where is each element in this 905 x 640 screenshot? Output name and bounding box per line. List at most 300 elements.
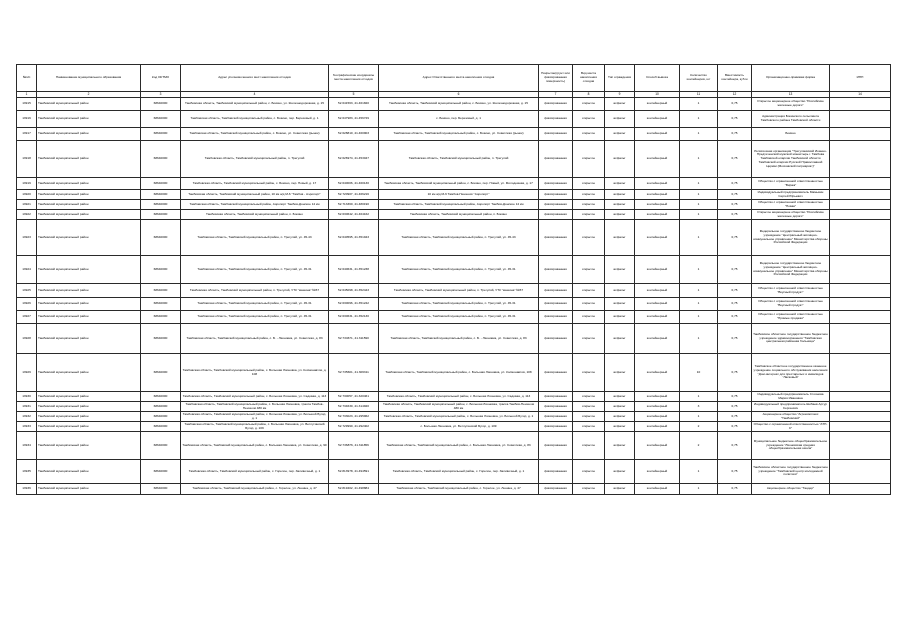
cell-kind: открытое (573, 220, 605, 256)
cell-addr: Тамбовская область, Тамбовский муниципальный район, п. Трегуляй, УТК "машина" №57 (181, 284, 329, 298)
cell-coords: 52.628810, 41.460903 (329, 128, 379, 141)
table-row (17, 284, 891, 298)
cell-owner: Открытое акционерное общество "Российские железные дороги" (752, 210, 830, 220)
cell-vol: 0,75 (718, 220, 752, 256)
column-header: ИНН (830, 65, 891, 92)
cell-fence: асфальт (605, 190, 635, 200)
cell-inn (830, 178, 891, 190)
cell-vol: 0,75 (718, 98, 752, 111)
cell-method: контейнерный (635, 141, 680, 178)
cell-id: 13915 (17, 98, 37, 111)
cell-kind: открытое (573, 298, 605, 311)
cell-id: 13927 (17, 311, 37, 324)
cell-kind: открытое (573, 141, 605, 178)
cell-count: 1 (680, 324, 718, 354)
cell-surf: фиксированная (539, 460, 573, 484)
cell-oktmo: 68640000 (141, 200, 181, 210)
column-header: Количество контейнеров, шт (680, 65, 718, 92)
cell-oktmo: 68640000 (141, 412, 181, 422)
cell-fence: асфальт (605, 141, 635, 178)
cell-addr: Тамбовская область, Тамбовский муниципальный район, с. Бокино, ул. Советская (рынок) (181, 128, 329, 141)
cell-oktmo: 68640000 (141, 432, 181, 460)
cell-owner: Администрация Бокинского сельсовета Тамбовского района Тамбовской области (752, 111, 830, 128)
cell-method: контейнерный (635, 422, 680, 432)
cell-addr2: Тамбовская область, Тамбовский муниципальный район, п. Бокино (379, 210, 539, 220)
cell-vol: 0,75 (718, 354, 752, 392)
cell-fence: асфальт (605, 324, 635, 354)
cell-vol: 0,75 (718, 324, 752, 354)
cell-addr2: Тамбовская область, Тамбовский муниципальный район, с. Большая Ляоновка, ул. Садовая, д. 113 (379, 392, 539, 402)
cell-oktmo: 68640000 (141, 220, 181, 256)
cell-mo: Тамбовский муниципальный район (37, 298, 141, 311)
table-row (17, 484, 891, 495)
cell-fence: асфальт (605, 298, 635, 311)
cell-addr: Тамбовская область, Тамбовский муниципальный район, с. Горелое, пер. Заливочный, д. 1 (181, 460, 329, 484)
cell-inn (830, 220, 891, 256)
cell-coords: 52.640631, 41.351238 (329, 256, 379, 284)
cell-kind: открытое (573, 460, 605, 484)
column-number: 2 (37, 92, 141, 98)
cell-surf: фиксированная (539, 200, 573, 210)
table-row (17, 422, 891, 432)
cell-addr2: Тамбовская область, Тамбовский муниципальный район, п. Трегуляй, ул. 45-31 (379, 311, 539, 324)
cell-surf: фиксированная (539, 402, 573, 412)
cell-addr: Тамбовская область, Тамбовский муниципальный район, с. Б. - Ляоновка, ул. Советская, д. 83 (181, 324, 329, 354)
cell-coords: 52.734630, 41.314920 (329, 402, 379, 412)
cell-addr2: 10 км а/д М-6 Тамбов-Пензенск "Аэропорт" (379, 190, 539, 200)
cell-addr: Тамбовская область, Тамбовский муниципальный район, п. Трегуляй, ул. 45-31 (181, 256, 329, 284)
cell-fence: асфальт (605, 432, 635, 460)
cell-id: 13928 (17, 324, 37, 354)
cell-kind: открытое (573, 311, 605, 324)
cell-mo: Тамбовский муниципальный район (37, 128, 141, 141)
cell-kind: открытое (573, 190, 605, 200)
cell-owner: Акционерное общество "Тандер" (752, 484, 830, 495)
cell-kind: открытое (573, 324, 605, 354)
cell-vol: 0,75 (718, 178, 752, 190)
cell-fence: асфальт (605, 200, 635, 210)
cell-addr: Тамбовская область, Тамбовский муниципальный район, п. Трегуляй, ул. 45-31 (181, 298, 329, 311)
cell-coords: 52.736876, 41.311856 (329, 432, 379, 460)
table-row (17, 256, 891, 284)
cell-method: контейнерный (635, 178, 680, 190)
cell-surf: фиксированная (539, 392, 573, 402)
cell-owner: Федеральное государственное бюджетное учреждение "Центральный жилищно-коммунальное управление" Министерства обороны Российской Федерации (752, 220, 830, 256)
column-number: 13 (752, 92, 830, 98)
cell-kind: открытое (573, 422, 605, 432)
cell-owner: Общество с ограниченной ответственностью "Новая" (752, 200, 830, 210)
cell-addr2: Тамбовская область, Тамбовский муниципальный район, с. Большая Ляоновка, ул. Большой Бугор, д. 1 (379, 412, 539, 422)
cell-vol: 0,75 (718, 392, 752, 402)
table-row (17, 298, 891, 311)
cell-owner: Индивидуальный предприниматель Шибаев Артур Сергеевич (752, 402, 830, 412)
cell-oktmo: 68640000 (141, 354, 181, 392)
cell-oktmo: 68640000 (141, 256, 181, 284)
cell-id: 13921 (17, 200, 37, 210)
cell-id: 13930 (17, 392, 37, 402)
table-row (17, 432, 891, 460)
cell-vol: 0,75 (718, 200, 752, 210)
cell-inn (830, 484, 891, 495)
column-number: 3 (141, 92, 181, 98)
cell-id: 13925 (17, 284, 37, 298)
cell-count: 1 (680, 141, 718, 178)
cell-mo: Тамбовский муниципальный район (37, 484, 141, 495)
cell-id: 13929 (17, 354, 37, 392)
cell-inn (830, 128, 891, 141)
cell-fence: асфальт (605, 284, 635, 298)
cell-count: 1 (680, 484, 718, 495)
column-number: 11 (680, 92, 718, 98)
cell-count: 1 (680, 256, 718, 284)
cell-addr: Тамбовская область, Тамбовский муниципальный район, п. Трегуляй, ул. 45-43 (181, 220, 329, 256)
cell-addr2: Тамбовская область, Тамбовский муниципальный район, п. Трегуляй, ул. 45-31 (379, 298, 539, 311)
cell-addr: Тамбовская область, Тамбовский муниципальный район, с. Большая Ляоновка, ул. Советская, д. 90 (181, 432, 329, 460)
cell-addr2: Тамбовская область, Тамбовский муниципальный район, с. Большая Ляоновка, ул. Космонавтов, 108 (379, 354, 539, 392)
cell-method: контейнерный (635, 311, 680, 324)
cell-addr: Тамбовская область, Тамбовский муниципальный район, Аэропорт Тамбов-Донское 12 км (181, 200, 329, 210)
registry-table (16, 64, 891, 495)
cell-owner: Индивидуальный предприниматель Стоянова Мария Ивановна (752, 392, 830, 402)
cell-surf: фиксированная (539, 98, 573, 111)
cell-kind: открытое (573, 128, 605, 141)
cell-addr: Тамбовская область, Тамбовский муниципальный район, с. Большая Ляоновка, ул. Космонавтов, д. 108 (181, 354, 329, 392)
column-header: Организационно-правовая форма (752, 65, 830, 92)
cell-oktmo: 68640000 (141, 284, 181, 298)
cell-mo: Тамбовский муниципальный район (37, 432, 141, 460)
cell-fence: асфальт (605, 354, 635, 392)
cell-kind: открытое (573, 484, 605, 495)
cell-addr2: Тамбовская область, Тамбовский муниципальный район, с. Бокино, пер. Новый, ул. Молодежная, д. 17 (379, 178, 539, 190)
header-row (17, 65, 891, 92)
cell-id: 13931 (17, 402, 37, 412)
cell-inn (830, 460, 891, 484)
column-header: Покрытие(грунт или фиксированная поверхность) (539, 65, 573, 92)
cell-fence: асфальт (605, 311, 635, 324)
cell-owner: Общество с ограниченной ответственностью "Прямые продажи" (752, 311, 830, 324)
cell-owner: Тамбовское областное государственное казенное учреждение социального обслуживания населения "Дом-интернат для престарелых и инвалидов "Ласковый" (752, 354, 830, 392)
cell-fence: асфальт (605, 422, 635, 432)
cell-count: 1 (680, 98, 718, 111)
cell-id: 13920 (17, 190, 37, 200)
cell-inn (830, 311, 891, 324)
table-row (17, 392, 891, 402)
cell-fence: асфальт (605, 460, 635, 484)
table-row (17, 412, 891, 422)
column-number: 12 (718, 92, 752, 98)
cell-surf: фиксированная (539, 284, 573, 298)
cell-owner: Религиозная организация "Трегуляевский Иоанно-Предтеченский мужской монастырь г. Тамбова Тамбовской епархии Тамбовской области Тамбовский епархии Русской Православной Церкви (Московский патриархат)" (752, 141, 830, 178)
cell-owner: Муниципальное бюджетное общеобразовательное учреждение "Ляоновская средняя общеобразовательная школа" (752, 432, 830, 460)
cell-addr: Тамбовская область, Тамбовский муниципальный район, с. Бокино, пер. Новый, д. 17 (181, 178, 329, 190)
cell-count: 1 (680, 111, 718, 128)
cell-mo: Тамбовский муниципальный район (37, 220, 141, 256)
cell-addr2: Тамбовская область, Тамбовский муниципальный район, Аэропорт Тамбов-Донское 12 км (379, 200, 539, 210)
cell-surf: фиксированная (539, 484, 573, 495)
cell-vol: 0,75 (718, 460, 752, 484)
cell-inn (830, 111, 891, 128)
cell-owner: Тамбовское областное государственное бюджетное учреждение здравоохранения "Тамбовская центральная районная больница" (752, 324, 830, 354)
cell-surf: фиксированная (539, 422, 573, 432)
table-row (17, 354, 891, 392)
cell-method: контейнерный (635, 220, 680, 256)
cell-kind: открытое (573, 402, 605, 412)
registry-sheet (16, 64, 890, 495)
cell-coords: 52.733023, 41.295962 (329, 412, 379, 422)
column-number: 5 (329, 92, 379, 98)
cell-addr: Тамбовская область, Тамбовский муниципальный район, с. Большая Ляоновка, трасса Тамбов-Пенза км 480 км (181, 402, 329, 412)
cell-oktmo: 68640000 (141, 210, 181, 220)
cell-coords: 52.813978, 41.494591 (329, 460, 379, 484)
column-header: Адрес Ответственного места накопления отходов (379, 65, 539, 92)
column-number: 6 (379, 92, 539, 98)
cell-method: контейнерный (635, 190, 680, 200)
table-row (17, 402, 891, 412)
cell-owner: Федеральное государственное бюджетное учреждение "Центральный жилищно-коммунальное управление" Министерства обороны Российской Федерации (752, 256, 830, 284)
cell-method: контейнерный (635, 354, 680, 392)
cell-id: 13916 (17, 111, 37, 128)
cell-mo: Тамбовский муниципальный район (37, 324, 141, 354)
cell-count: 2 (680, 432, 718, 460)
table-row (17, 460, 891, 484)
cell-vol: 0,75 (718, 141, 752, 178)
cell-id: 13918 (17, 141, 37, 178)
cell-id: 13936 (17, 484, 37, 495)
cell-oktmo: 68640000 (141, 402, 181, 412)
cell-addr2: Тамбовская область, Тамбовский муниципальный район, с. Бокино, ул. Советская (рынок) (379, 128, 539, 141)
cell-fence: асфальт (605, 111, 635, 128)
cell-fence: асфальт (605, 412, 635, 422)
cell-method: контейнерный (635, 98, 680, 111)
cell-inn (830, 141, 891, 178)
cell-addr2: Тамбовская область, Тамбовский муниципальный район, п. Трегуляй (379, 141, 539, 178)
cell-fence: асфальт (605, 484, 635, 495)
cell-fence: асфальт (605, 392, 635, 402)
column-number: 10 (635, 92, 680, 98)
cell-inn (830, 402, 891, 412)
cell-oktmo: 68640000 (141, 128, 181, 141)
cell-count: 1 (680, 298, 718, 311)
cell-kind: открытое (573, 284, 605, 298)
column-number: 8 (573, 92, 605, 98)
cell-id: 13923 (17, 220, 37, 256)
cell-inn (830, 190, 891, 200)
column-number: 1 (17, 92, 37, 98)
cell-mo: Тамбовский муниципальный район (37, 256, 141, 284)
cell-method: контейнерный (635, 128, 680, 141)
cell-addr: Тамбовская область, Тамбовский муниципальный район, п. Бокино (181, 210, 329, 220)
column-header: Географические координаты места накопления отходов (329, 65, 379, 92)
cell-owner: Тамбовское областное государственное бюджетное учреждение "Тамбовский центр молодежной политики" (752, 460, 830, 484)
cell-addr: Тамбовская область, Тамбовский муниципальный район, п. Трегуляй (181, 141, 329, 178)
cell-fence: асфальт (605, 98, 635, 111)
cell-coords: 52.630631, 41.352130 (329, 311, 379, 324)
cell-oktmo: 68640000 (141, 111, 181, 128)
cell-vol: 0,75 (718, 402, 752, 412)
column-number: 14 (830, 92, 891, 98)
cell-addr2: Тамбовская область, Тамбовский муниципальный район, с. Большая Ляоновка, трасса Тамбов-Пенза км 480 км (379, 402, 539, 412)
cell-coords: 52.735601, 41.306311 (329, 354, 379, 392)
cell-surf: фиксированная (539, 311, 573, 324)
cell-method: контейнерный (635, 284, 680, 298)
cell-count: 1 (680, 220, 718, 256)
cell-coords: 52.720907, 41.466216 (329, 190, 379, 200)
cell-count: 1 (680, 311, 718, 324)
cell-oktmo: 68640000 (141, 392, 181, 402)
cell-method: контейнерный (635, 484, 680, 495)
cell-count: 3 (680, 402, 718, 412)
cell-inn (830, 392, 891, 402)
cell-method: контейнерный (635, 392, 680, 402)
cell-mo: Тамбовский муниципальный район (37, 284, 141, 298)
cell-method: контейнерный (635, 200, 680, 210)
cell-surf: фиксированная (539, 354, 573, 392)
cell-coords: 52.647983, 41.456729 (329, 111, 379, 128)
cell-count: 10 (680, 354, 718, 392)
cell-inn (830, 200, 891, 210)
column-number: 4 (181, 92, 329, 98)
cell-inn (830, 422, 891, 432)
cell-vol: 0,75 (718, 412, 752, 422)
cell-oktmo: 68640000 (141, 311, 181, 324)
cell-surf: фиксированная (539, 324, 573, 354)
cell-id: 13926 (17, 298, 37, 311)
table-row (17, 141, 891, 178)
cell-addr: Тамбовская область, Тамбовский муниципальный район, с. Большая Ляоновка, ул. Садовая, д. 113 (181, 392, 329, 402)
cell-mo: Тамбовский муниципальный район (37, 311, 141, 324)
cell-coords: 52.734671, 41.311590 (329, 324, 379, 354)
cell-surf: фиксированная (539, 178, 573, 190)
cell-inn (830, 298, 891, 311)
cell-fence: асфальт (605, 402, 635, 412)
column-header: Способ вывоза (635, 65, 680, 92)
cell-mo: Тамбовский муниципальный район (37, 190, 141, 200)
cell-surf: фиксированная (539, 190, 573, 200)
cell-addr2: Тамбовская область, Тамбовский муниципальный район, с. Бокино, ул. Железнодорожная, д. 15 (379, 98, 539, 111)
cell-oktmo: 68640000 (141, 141, 181, 178)
cell-oktmo: 68640000 (141, 460, 181, 484)
table-row (17, 190, 891, 200)
cell-id: 13919 (17, 178, 37, 190)
cell-kind: открытое (573, 98, 605, 111)
cell-addr2: Тамбовская область, Тамбовский муниципальный район, п. Трегуляй, ул. 45-31 (379, 256, 539, 284)
cell-fence: асфальт (605, 178, 635, 190)
cell-method: контейнерный (635, 298, 680, 311)
cell-addr2: Тамбовская область, Тамбовский муниципальный район, п. Трегуляй, УТК "машина" №57 (379, 284, 539, 298)
column-header: Вид места накопления отходов (573, 65, 605, 92)
cell-oktmo: 68640000 (141, 324, 181, 354)
cell-addr: Тамбовская область, Тамбовский муниципальный район, с. Бокино, пер. Березовый, д. 1 (181, 111, 329, 128)
cell-addr2: Тамбовская область, Тамбовский муниципальный район, с. Б. - Ляоновка, ул. Советская, д. 83 (379, 324, 539, 354)
cell-mo: Тамбовский муниципальный район (37, 422, 141, 432)
cell-kind: открытое (573, 412, 605, 422)
cell-owner: Общество с ограниченной ответственностью "АТП-С" (752, 422, 830, 432)
cell-owner: Открытое акционерное общество "Российские железные дороги" (752, 98, 830, 111)
cell-oktmo: 68640000 (141, 190, 181, 200)
cell-oktmo: 68640000 (141, 178, 181, 190)
cell-inn (830, 432, 891, 460)
cell-mo: Тамбовский муниципальный район (37, 178, 141, 190)
cell-oktmo: 68640000 (141, 98, 181, 111)
cell-method: контейнерный (635, 256, 680, 284)
cell-owner: Общество с ограниченной ответственностью "Вкусный продукт" (752, 298, 830, 311)
cell-addr: Тамбовская область, Тамбовский муниципальный район, с. Горелое, ул. Ленина, д. 47 (181, 484, 329, 495)
cell-inn (830, 354, 891, 392)
cell-kind: открытое (573, 210, 605, 220)
cell-count: 1 (680, 460, 718, 484)
table-row (17, 98, 891, 111)
cell-coords: 52.819402, 41.498884 (329, 484, 379, 495)
cell-method: контейнерный (635, 111, 680, 128)
table-row (17, 178, 891, 190)
cell-kind: открытое (573, 178, 605, 190)
cell-vol: 0,75 (718, 210, 752, 220)
cell-id: 13917 (17, 128, 37, 141)
cell-mo: Тамбовский муниципальный район (37, 200, 141, 210)
cell-method: контейнерный (635, 432, 680, 460)
cell-owner: Бокино (752, 128, 830, 141)
cell-mo: Тамбовский муниципальный район (37, 402, 141, 412)
cell-mo: Тамбовский муниципальный район (37, 460, 141, 484)
cell-vol: 0,75 (718, 128, 752, 141)
cell-oktmo: 68640000 (141, 484, 181, 495)
cell-coords: 52.626974, 41.453047 (329, 141, 379, 178)
cell-kind: открытое (573, 200, 605, 210)
cell-surf: фиксированная (539, 432, 573, 460)
cell-count: 1 (680, 178, 718, 190)
cell-owner: Общество с ограниченной ответственностью "Вираж" (752, 178, 830, 190)
cell-vol: 0,75 (718, 422, 752, 432)
cell-id: 13934 (17, 432, 37, 460)
cell-mo: Тамбовский муниципальный район (37, 98, 141, 111)
cell-fence: асфальт (605, 210, 635, 220)
cell-coords: 52.729990, 41.292402 (329, 422, 379, 432)
cell-coords: 52.640595, 41.351943 (329, 220, 379, 256)
cell-fence: асфальт (605, 220, 635, 256)
cell-surf: фиксированная (539, 256, 573, 284)
cell-surf: фиксированная (539, 141, 573, 178)
cell-coords: 52.641563, 41.461820 (329, 98, 379, 111)
cell-count: 1 (680, 190, 718, 200)
cell-oktmo: 68640000 (141, 422, 181, 432)
cell-kind: открытое (573, 354, 605, 392)
cell-inn (830, 324, 891, 354)
cell-surf: фиксированная (539, 111, 573, 128)
cell-coords: 52.630642, 41.464162 (329, 210, 379, 220)
cell-id: 13932 (17, 412, 37, 422)
column-number: 9 (605, 92, 635, 98)
cell-mo: Тамбовский муниципальный район (37, 210, 141, 220)
cell-inn (830, 256, 891, 284)
cell-addr: Тамбовская область, Тамбовский муниципальный район, с. Большая Ляоновка, ул. Большой Бугор, д. 1 (181, 412, 329, 422)
column-header: Вместимость контейнера, куб.м (718, 65, 752, 92)
table-row (17, 220, 891, 256)
cell-coords: 52.640006, 41.460130 (329, 178, 379, 190)
cell-count: 1 (680, 284, 718, 298)
cell-owner: Индивидуальный предприниматель Мамыкин Сергей Юрьевич (752, 190, 830, 200)
cell-vol: 0,75 (718, 256, 752, 284)
cell-count: 1 (680, 200, 718, 210)
cell-owner: Общество с ограниченной ответственностью "Вкусный продукт" (752, 284, 830, 298)
cell-kind: открытое (573, 111, 605, 128)
column-header: Тип ограждения (605, 65, 635, 92)
cell-addr: Тамбовская область, Тамбовский муниципальный район, 10 км а/д М-6 "Тамбов - Аэропорт" (181, 190, 329, 200)
cell-fence: асфальт (605, 128, 635, 141)
cell-addr: Тамбовская область, Тамбовский муниципальный район, с. Большая Ляоновка, ул. Ветлугинский Бугор, д. 109 (181, 422, 329, 432)
table-row (17, 111, 891, 128)
cell-coords: 52.713360, 41.480190 (329, 200, 379, 210)
cell-vol: 0,75 (718, 190, 752, 200)
